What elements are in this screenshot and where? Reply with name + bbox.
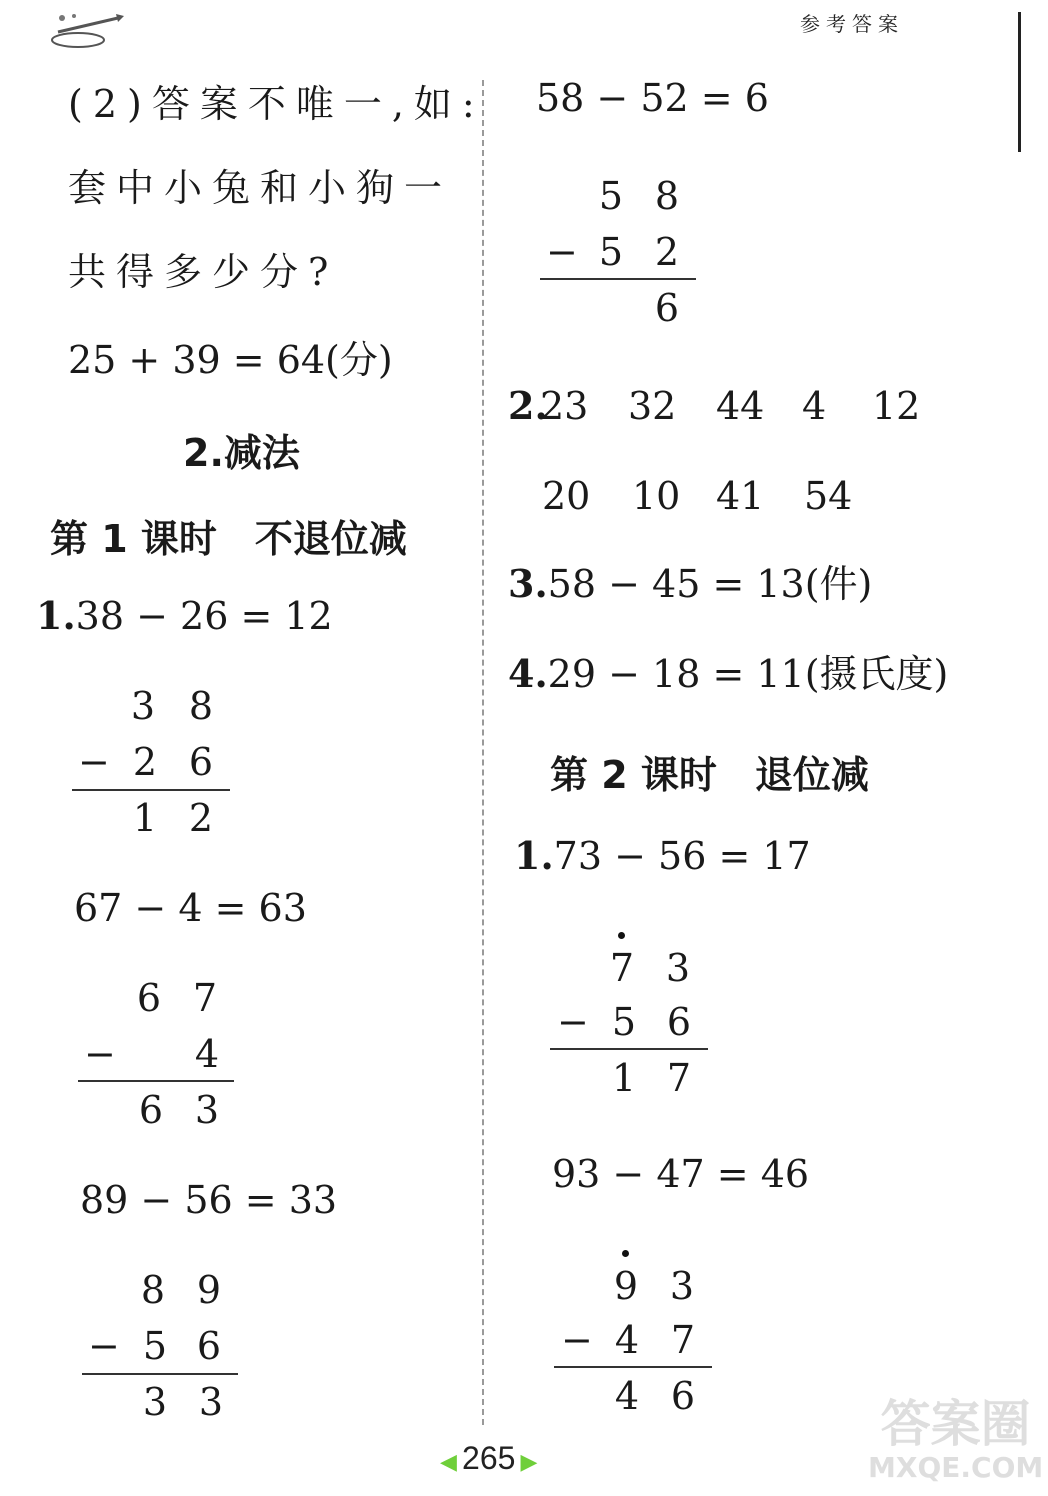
header-label: 参考答案 — [800, 12, 904, 36]
v4-res-ones: 6 — [654, 286, 680, 330]
v6-res-ones: 6 — [670, 1374, 696, 1418]
q2-r2-a: 20 — [542, 474, 591, 518]
page-number: 265 — [462, 1440, 516, 1476]
v4-rule — [540, 278, 696, 280]
v1-minus-sign: − — [78, 740, 110, 784]
answer-2-equation: 25 + 39 = 64(分) — [68, 338, 393, 382]
v6-top-tens: 9 — [613, 1264, 639, 1308]
prev-arrow-icon: ◀ — [440, 1450, 457, 1475]
q2-r1-e: 12 — [872, 384, 921, 428]
v3-top-ones: 9 — [196, 1268, 222, 1312]
equation-58-52: 58 − 52 = 6 — [536, 76, 769, 120]
next-arrow-icon: ▶ — [520, 1450, 538, 1475]
answer-2-line-3: 共得多少分? — [68, 250, 339, 294]
v1-sub-ones: 6 — [188, 740, 214, 784]
v2-res-tens: 6 — [138, 1088, 164, 1132]
q2-number: 2. — [508, 383, 548, 428]
q2-r1-c: 44 — [716, 384, 765, 428]
column-divider — [482, 80, 484, 1425]
v5-res-tens: 1 — [611, 1056, 637, 1100]
v6-res-tens: 4 — [614, 1374, 640, 1418]
q4-number: 4. — [508, 651, 548, 696]
v4-sub-ones: 2 — [654, 230, 680, 274]
v1-res-ones: 2 — [188, 796, 214, 840]
v6-borrow-dot — [622, 1250, 629, 1257]
equation-89-56: 89 − 56 = 33 — [80, 1178, 338, 1222]
q1b-equation-text: 73 − 56 = 17 — [553, 834, 811, 878]
watermark-line-2: MXQE.COM — [868, 1451, 1044, 1484]
v3-sub-ones: 6 — [196, 1324, 222, 1368]
v1-top-tens: 3 — [130, 684, 156, 728]
v6-sub-tens: 4 — [614, 1318, 640, 1362]
answer-2-line-1: (2)答案不唯一,如: — [68, 82, 485, 126]
q1-equation — [36, 594, 333, 638]
v4-top-tens: 5 — [598, 174, 624, 218]
v4-minus-sign: − — [546, 230, 578, 274]
q1-number: 1. — [36, 593, 76, 638]
q3-number: 3. — [508, 561, 548, 606]
v2-res-ones: 3 — [194, 1088, 220, 1132]
watermark-line-1: 答案圈 — [880, 1395, 1031, 1453]
v5-rule — [550, 1048, 708, 1050]
v5-top-ones: 3 — [665, 946, 691, 990]
lesson-2-title: 第 2 课时 退位减 — [550, 753, 869, 797]
v5-sub-tens: 5 — [611, 1000, 637, 1044]
v1-top-ones: 8 — [188, 684, 214, 728]
header-decoration-icon — [48, 10, 124, 54]
v6-minus-sign: − — [561, 1318, 593, 1362]
v6-rule — [554, 1366, 712, 1368]
q3-equation — [508, 562, 872, 606]
v5-minus-sign: − — [557, 1000, 589, 1044]
v4-top-ones: 8 — [654, 174, 680, 218]
v3-res-tens: 3 — [142, 1380, 168, 1424]
answer-2-line-2: 套中小兔和小狗一 — [68, 166, 453, 210]
v2-rule — [78, 1080, 234, 1082]
v3-top-tens: 8 — [140, 1268, 166, 1312]
q2-r2-b: 10 — [632, 474, 681, 518]
page-edge-bar — [1018, 12, 1021, 152]
v3-res-ones: 3 — [198, 1380, 224, 1424]
equation-93-47: 93 − 47 = 46 — [552, 1152, 810, 1196]
v6-sub-ones: 7 — [670, 1318, 696, 1362]
q3-equation-text: 58 − 45 = 13(件) — [547, 562, 873, 606]
v2-sub-ones: 4 — [194, 1032, 220, 1076]
v3-rule — [82, 1373, 238, 1375]
q4-equation — [508, 652, 948, 696]
v5-sub-ones: 6 — [666, 1000, 692, 1044]
v2-minus-sign: − — [84, 1032, 116, 1076]
q1b-number: 1. — [514, 833, 554, 878]
q2-r2-d: 54 — [804, 474, 853, 518]
lesson-1-title: 第 1 课时 不退位减 — [50, 517, 407, 561]
v3-minus-sign: − — [88, 1324, 120, 1368]
q1-equation-text: 38 − 26 = 12 — [75, 594, 333, 638]
q1b-equation — [514, 834, 811, 878]
v5-top-tens: 7 — [609, 946, 635, 990]
v2-top-ones: 7 — [192, 976, 218, 1020]
v6-top-ones: 3 — [669, 1264, 695, 1308]
watermark-logo — [868, 1396, 1043, 1484]
q4-equation-text: 29 − 18 = 11(摄氏度) — [547, 652, 949, 696]
v1-res-tens: 1 — [132, 796, 158, 840]
q2-r2-c: 41 — [716, 474, 765, 518]
page-footer — [440, 1440, 537, 1477]
v1-sub-tens: 2 — [132, 740, 158, 784]
equation-67-4: 67 − 4 = 63 — [74, 886, 307, 930]
q2-r1-a: 23 — [540, 384, 589, 428]
v2-top-tens: 6 — [136, 976, 162, 1020]
section-title: 2.减法 — [183, 431, 300, 475]
v5-borrow-dot — [618, 932, 625, 939]
v4-sub-tens: 5 — [598, 230, 624, 274]
v3-sub-tens: 5 — [142, 1324, 168, 1368]
q2-r1-b: 32 — [628, 384, 677, 428]
v5-res-ones: 7 — [666, 1056, 692, 1100]
q2-r1-d: 4 — [802, 384, 827, 428]
v1-rule — [72, 789, 230, 791]
